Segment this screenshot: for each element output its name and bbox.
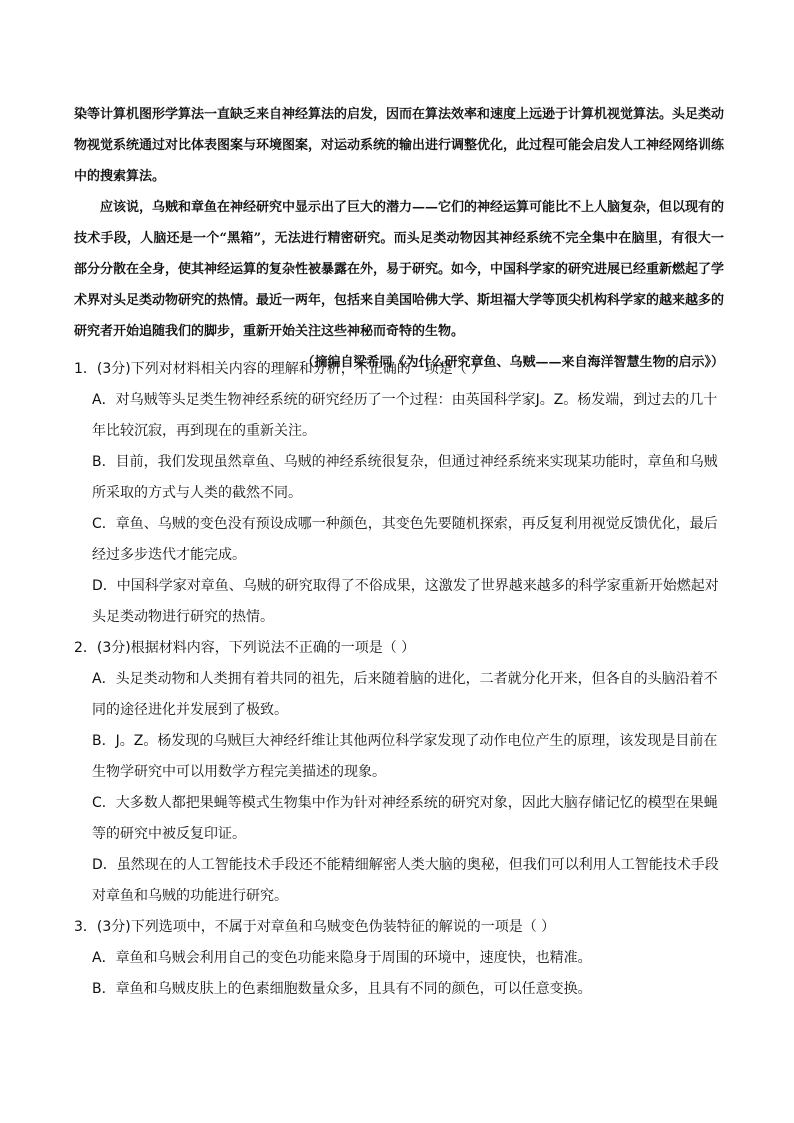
option-a: A．头足类动物和人类拥有着共同的祖先，后来随着脑的进化，二者就分化开来，但各自的头脑沿着不同的途径进化并发展到了极致。 [92, 671, 718, 718]
question-2 [74, 633, 724, 912]
option-c: C．章鱼、乌贼的变色没有预设成哪一种颜色，其变色先要随机探索，再反复利用视觉反馈优化，最后经过多步迭代才能完成。 [92, 516, 718, 563]
reading-passage [74, 99, 724, 378]
option-b: B．目前，我们发现虽然章鱼、乌贼的神经系统很复杂，但通过神经系统来实现某功能时，章鱼和乌贼所采取的方式与人类的截然不同。 [92, 454, 718, 501]
question-stem: 2．(3分)根据材料内容，下列说法不正确的一项是（ ） [74, 640, 416, 656]
option-b: B．J。Z。杨发现的乌贼巨大神经纤维让其他两位科学家发现了动作电位产生的原理，该发现是目前在生物学研究中可以用数学方程完美描述的现象。 [92, 733, 718, 780]
question-3 [74, 912, 724, 1005]
passage-paragraph-2: 应该说，乌贼和章鱼在神经研究中显示出了巨大的潜力——它们的神经运算可能比不上人脑复杂，但以现有的技术手段，人脑还是一个“黑箱”，无法进行精密研究。而头足类动物因其神经系统不完全集中在脑里，有很大一部分分散在全身，使其神经运算的复杂性被暴露在外，易于研究。如今，中国科学家的研究进展已经重新燃起了学术界对头足类动物研究的热情。最近一两年，包括来自美国哈佛大学、斯坦福大学等顶尖机构科学家的越来越多的研究者开始追随我们的脚步，重新开始关注这些神秘而奇特的生物。 [74, 200, 725, 339]
passage-paragraph-1: 染等计算机图形学算法一直缺乏来自神经算法的启发，因而在算法效率和速度上远逊于计算机视觉算法。头足类动物视觉系统通过对比体表图案与环境图案，对运动系统的输出进行调整优化，此过程可能会启发人工神经网络训练中的搜索算法。 [74, 107, 725, 184]
option-b: B．章鱼和乌贼皮肤上的色素细胞数量众多，且具有不同的颜色，可以任意变换。 [92, 981, 592, 997]
option-a: A．章鱼和乌贼会利用自己的变色功能来隐身于周围的环境中，速度快，也精准。 [92, 950, 592, 966]
option-d: D．虽然现在的人工智能技术手段还不能精细解密人类大脑的奥秘，但我们可以利用人工智能技术手段对章鱼和乌贼的功能进行研究。 [92, 857, 719, 904]
question-stem: 3．(3分)下列选项中，不属于对章鱼和乌贼变色伪装特征的解说的一项是（ ） [74, 919, 556, 935]
question-1 [74, 354, 724, 633]
option-d: D．中国科学家对章鱼、乌贼的研究取得了不俗成果，这激发了世界越来越多的科学家重新开始燃起对头足类动物进行研究的热情。 [92, 578, 719, 625]
option-a: A．对乌贼等头足类生物神经系统的研究经历了一个过程：由英国科学家J。Z。杨发端，到过去的几十年比较沉寂，再到现在的重新关注。 [92, 392, 718, 439]
passage-source: （摘编自梁希同《为什么研究章鱼、乌贼——来自海洋智慧生物的启示》） [301, 355, 724, 370]
option-c: C．大多数人都把果蝇等模式生物集中作为针对神经系统的研究对象，因此大脑存储记忆的模型在果蝇等的研究中被反复印证。 [92, 795, 718, 842]
question-stem: 1．(3分)下列对材料相关内容的理解和分析，不正确的一项是（ ） [74, 361, 486, 377]
question-list [74, 354, 724, 1005]
